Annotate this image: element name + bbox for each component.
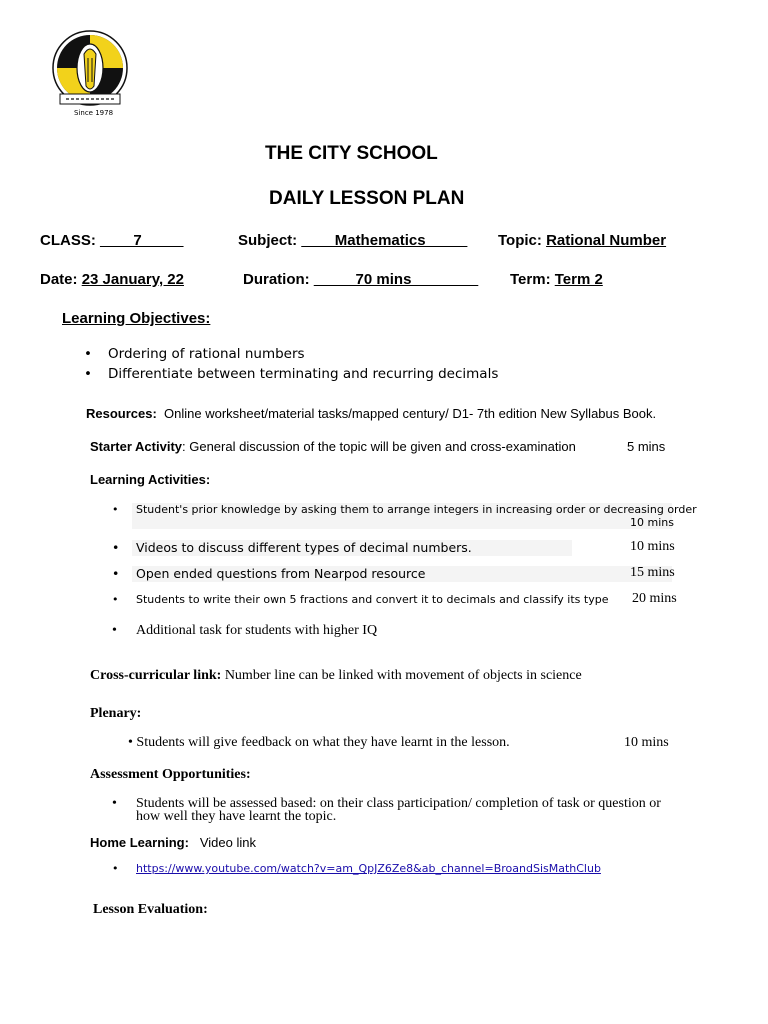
starter-label: Starter Activity (90, 439, 182, 454)
activity-item: • Students to write their own 5 fractions and convert it to decimals and classify its type (136, 593, 608, 606)
activities-heading: Learning Activities: (90, 472, 211, 487)
assessment-heading: Assessment Opportunities: (90, 767, 251, 782)
video-link[interactable]: https://www.youtube.com/watch?v=am_QpJZ6Ze8&ab_channel=BroandSisMathClub (136, 862, 601, 875)
activity-time: 15 mins (630, 565, 675, 580)
topic-label: Topic: (498, 232, 542, 249)
subject-value: ____Mathematics_____ (301, 232, 468, 249)
plenary-heading: Plenary: (90, 706, 142, 721)
starter-line (90, 439, 576, 454)
home-learning-text: Video link (199, 835, 256, 850)
objective-item: • Ordering of rational numbers (108, 346, 305, 362)
cross-curricular-line (90, 668, 582, 684)
date-field (40, 271, 184, 288)
resources-line (86, 406, 656, 421)
assessment-line-1: • Students will be assessed based: on their class participation/ completion of task or question or (136, 796, 661, 812)
home-learning-line (90, 835, 256, 850)
subject-label: Subject: (238, 232, 298, 249)
school-logo (50, 24, 132, 120)
starter-time: 5 mins (627, 439, 666, 454)
plan-title: DAILY LESSON PLAN (269, 188, 465, 209)
date-value: 23 January, 22 (81, 271, 184, 288)
class-field (40, 232, 183, 249)
plenary-time: 10 mins (624, 735, 669, 750)
activity-time: 10 mins (630, 516, 674, 529)
assessment-line-2: how well they have learnt the topic. (136, 809, 337, 824)
home-learning-label: Home Learning: (90, 835, 189, 850)
class-label: CLASS: (40, 232, 96, 249)
term-field (510, 271, 603, 288)
activity-time: 10 mins (630, 539, 675, 554)
term-value: Term 2 (554, 271, 603, 288)
class-value: ____7_____ (100, 232, 184, 249)
activity-time: 20 mins (632, 591, 677, 606)
cross-curricular-text: Number line can be linked with movement of objects in science (224, 668, 582, 683)
activity-item: • Videos to discuss different types of decimal numbers. (136, 540, 472, 555)
subject-field (238, 232, 467, 249)
evaluation-heading: Lesson Evaluation: (93, 902, 208, 917)
duration-value: _____70 mins________ (313, 271, 479, 288)
activity-item: • Open ended questions from Nearpod resource (136, 566, 425, 581)
logo-since: Since 1978 (74, 109, 114, 117)
objectives-heading: Learning Objectives: (62, 310, 211, 327)
resources-text: Online worksheet/material tasks/mapped century/ D1- 7th edition New Syllabus Book. (164, 406, 657, 421)
starter-text: : General discussion of the topic will be given and cross-examination (182, 439, 576, 454)
video-link-item (136, 862, 601, 875)
topic-value: Rational Number (546, 232, 667, 249)
topic-field (498, 232, 666, 249)
cross-curricular-label: Cross-curricular link: (90, 668, 222, 683)
school-name: THE CITY SCHOOL (265, 143, 438, 164)
duration-field (243, 271, 478, 288)
resources-label: Resources: (86, 406, 157, 421)
duration-label: Duration: (243, 271, 310, 288)
activity-item: • Additional task for students with higher IQ (136, 623, 377, 639)
term-label: Term: (510, 271, 551, 288)
plenary-text: • Students will give feedback on what they have learnt in the lesson. (128, 735, 510, 750)
activity-item: • Student's prior knowledge by asking them to arrange integers in increasing order or decreasing order (136, 503, 697, 516)
objective-item: • Differentiate between terminating and recurring decimals (108, 366, 498, 382)
date-label: Date: (40, 271, 78, 288)
